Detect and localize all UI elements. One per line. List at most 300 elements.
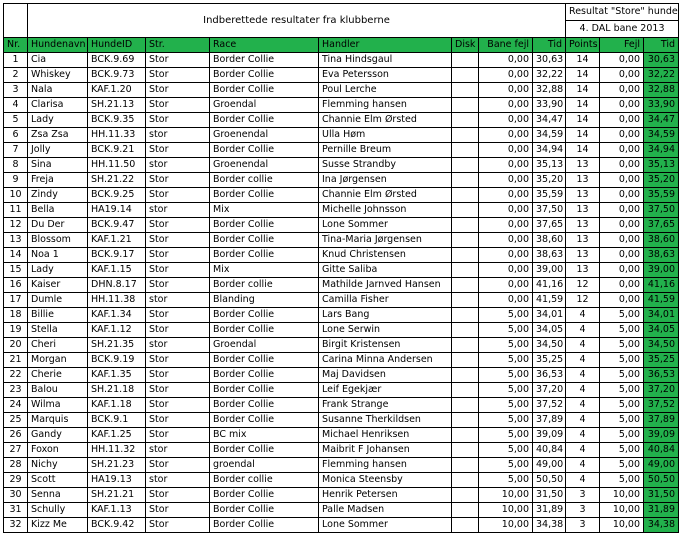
cell-nr: 26: [4, 428, 28, 443]
cell-str: Stor: [146, 323, 210, 338]
cell-str: Stor: [146, 383, 210, 398]
cell-race: Border Collie: [210, 308, 319, 323]
cell-race: Border Collie: [210, 143, 319, 158]
result-title: Resultat "Store" hunde: [566, 4, 679, 21]
table-row: [4, 308, 679, 323]
cell-str: stor: [146, 158, 210, 173]
cell-points: 4: [566, 428, 600, 443]
cell-nr: 22: [4, 368, 28, 383]
cell-nr: 3: [4, 83, 28, 98]
cell-disk: [452, 203, 479, 218]
cell-fejl: 0,00: [600, 143, 644, 158]
cell-tid-total: 31,50: [644, 488, 679, 503]
cell-tid-total: 34,05: [644, 323, 679, 338]
cell-points: 13: [566, 158, 600, 173]
cell-bane-fejl: 5,00: [479, 458, 533, 473]
cell-tid: 38,60: [533, 233, 566, 248]
cell-disk: [452, 293, 479, 308]
cell-points: 13: [566, 188, 600, 203]
cell-hundeid: KAF.1.18: [88, 398, 146, 413]
cell-str: stor: [146, 128, 210, 143]
table-row: [4, 83, 679, 98]
cell-tid: 41,16: [533, 278, 566, 293]
cell-hundenavn: Nichy: [28, 458, 88, 473]
cell-tid-total: 37,65: [644, 218, 679, 233]
table-row: [4, 113, 679, 128]
cell-tid-total: 34,38: [644, 518, 679, 533]
cell-disk: [452, 278, 479, 293]
cell-hundenavn: Sina: [28, 158, 88, 173]
cell-nr: 11: [4, 203, 28, 218]
cell-tid-total: 37,20: [644, 383, 679, 398]
cell-bane-fejl: 5,00: [479, 428, 533, 443]
cell-hundeid: KAF.1.13: [88, 503, 146, 518]
cell-points: 4: [566, 443, 600, 458]
table-row: [4, 323, 679, 338]
table-row: [4, 443, 679, 458]
table-row: [4, 413, 679, 428]
cell-str: Stor: [146, 218, 210, 233]
cell-tid-total: 34,94: [644, 143, 679, 158]
cell-str: Stor: [146, 173, 210, 188]
cell-race: Border Collie: [210, 353, 319, 368]
cell-hundenavn: Kaiser: [28, 278, 88, 293]
cell-nr: 1: [4, 53, 28, 68]
cell-bane-fejl: 10,00: [479, 503, 533, 518]
cell-disk: [452, 353, 479, 368]
cell-tid-total: 41,59: [644, 293, 679, 308]
cell-bane-fejl: 0,00: [479, 218, 533, 233]
cell-tid: 41,59: [533, 293, 566, 308]
cell-hundenavn: Morgan: [28, 353, 88, 368]
cell-hundenavn: Noa 1: [28, 248, 88, 263]
cell-hundenavn: Clarisa: [28, 98, 88, 113]
cell-hundeid: KAF.1.15: [88, 263, 146, 278]
col-header-str: Str.: [146, 38, 210, 53]
table-row: [4, 353, 679, 368]
cell-handler: Susse Strandby: [319, 158, 452, 173]
cell-tid-total: 41,16: [644, 278, 679, 293]
cell-points: 13: [566, 173, 600, 188]
cell-hundenavn: Lady: [28, 263, 88, 278]
cell-fejl: 5,00: [600, 473, 644, 488]
cell-fejl: 5,00: [600, 428, 644, 443]
cell-tid-total: 35,59: [644, 188, 679, 203]
col-header-tid: Tid: [533, 38, 566, 53]
cell-tid-total: 34,50: [644, 338, 679, 353]
cell-points: 3: [566, 488, 600, 503]
cell-points: 13: [566, 233, 600, 248]
cell-fejl: 10,00: [600, 488, 644, 503]
cell-tid: 34,59: [533, 128, 566, 143]
table-row: [4, 263, 679, 278]
cell-hundenavn: Foxon: [28, 443, 88, 458]
cell-race: Border Collie: [210, 248, 319, 263]
table-row: [4, 188, 679, 203]
cell-tid-total: 31,89: [644, 503, 679, 518]
cell-hundeid: BCK.9.73: [88, 68, 146, 83]
cell-points: 13: [566, 248, 600, 263]
sheet-title: Indberettede resultater fra klubberne: [28, 4, 566, 38]
table-row: [4, 128, 679, 143]
cell-race: Border collie: [210, 278, 319, 293]
cell-points: 4: [566, 458, 600, 473]
cell-race: Border Collie: [210, 188, 319, 203]
cell-tid: 34,47: [533, 113, 566, 128]
cell-tid: 34,94: [533, 143, 566, 158]
cell-fejl: 5,00: [600, 353, 644, 368]
cell-hundenavn: Blossom: [28, 233, 88, 248]
table-row: [4, 248, 679, 263]
cell-nr: 24: [4, 398, 28, 413]
cell-points: 4: [566, 338, 600, 353]
cell-points: 14: [566, 128, 600, 143]
cell-race: Border Collie: [210, 398, 319, 413]
cell-bane-fejl: 0,00: [479, 188, 533, 203]
cell-nr: 6: [4, 128, 28, 143]
cell-str: Stor: [146, 248, 210, 263]
cell-bane-fejl: 0,00: [479, 68, 533, 83]
cell-nr: 19: [4, 323, 28, 338]
cell-nr: 16: [4, 278, 28, 293]
cell-race: Border Collie: [210, 488, 319, 503]
cell-points: 14: [566, 98, 600, 113]
cell-handler: Channie Elm Ørsted: [319, 113, 452, 128]
cell-disk: [452, 398, 479, 413]
cell-handler: Tina-Maria Jørgensen: [319, 233, 452, 248]
cell-nr: 9: [4, 173, 28, 188]
cell-hundeid: HH.11.50: [88, 158, 146, 173]
cell-tid: 37,20: [533, 383, 566, 398]
cell-handler: Lone Serwin: [319, 323, 452, 338]
cell-tid: 34,38: [533, 518, 566, 533]
cell-tid-total: 37,50: [644, 203, 679, 218]
cell-tid: 34,01: [533, 308, 566, 323]
cell-tid: 49,00: [533, 458, 566, 473]
cell-points: 4: [566, 308, 600, 323]
cell-nr: 4: [4, 98, 28, 113]
cell-tid-total: 35,25: [644, 353, 679, 368]
cell-bane-fejl: 0,00: [479, 278, 533, 293]
table-row: [4, 158, 679, 173]
cell-hundeid: HH.11.33: [88, 128, 146, 143]
cell-tid: 50,50: [533, 473, 566, 488]
cell-race: Blanding: [210, 293, 319, 308]
cell-hundeid: KAF.1.35: [88, 368, 146, 383]
cell-tid: 35,20: [533, 173, 566, 188]
cell-disk: [452, 233, 479, 248]
cell-hundenavn: Cia: [28, 53, 88, 68]
cell-tid: 35,59: [533, 188, 566, 203]
cell-tid: 38,63: [533, 248, 566, 263]
cell-points: 14: [566, 53, 600, 68]
cell-hundenavn: Wilma: [28, 398, 88, 413]
cell-fejl: 5,00: [600, 308, 644, 323]
cell-hundeid: BCK.9.35: [88, 113, 146, 128]
cell-hundeid: KAF.1.12: [88, 323, 146, 338]
cell-race: Border Collie: [210, 383, 319, 398]
cell-race: Border Collie: [210, 68, 319, 83]
cell-handler: Carina Minna Andersen: [319, 353, 452, 368]
table-row: [4, 278, 679, 293]
cell-disk: [452, 428, 479, 443]
col-header-disk: Disk: [452, 38, 479, 53]
cell-disk: [452, 128, 479, 143]
cell-hundenavn: Cherie: [28, 368, 88, 383]
cell-disk: [452, 488, 479, 503]
cell-hundeid: BCK.9.42: [88, 518, 146, 533]
cell-handler: Maibrit F Johansen: [319, 443, 452, 458]
cell-str: Stor: [146, 233, 210, 248]
table-row: [4, 383, 679, 398]
cell-fejl: 5,00: [600, 323, 644, 338]
cell-race: Border Collie: [210, 233, 319, 248]
cell-points: 4: [566, 353, 600, 368]
cell-hundeid: BCK.9.1: [88, 413, 146, 428]
cell-points: 14: [566, 113, 600, 128]
cell-race: Border Collie: [210, 323, 319, 338]
col-header-hundenavn: Hundenavn: [28, 38, 88, 53]
cell-handler: Mathilde Jarnved Hansen: [319, 278, 452, 293]
cell-bane-fejl: 0,00: [479, 248, 533, 263]
cell-str: Stor: [146, 83, 210, 98]
table-row: [4, 428, 679, 443]
cell-fejl: 0,00: [600, 188, 644, 203]
cell-nr: 18: [4, 308, 28, 323]
cell-hundeid: HH.11.38: [88, 293, 146, 308]
cell-tid: 35,25: [533, 353, 566, 368]
cell-str: stor: [146, 473, 210, 488]
cell-str: Stor: [146, 413, 210, 428]
cell-bane-fejl: 5,00: [479, 383, 533, 398]
cell-tid: 39,00: [533, 263, 566, 278]
cell-race: Border Collie: [210, 518, 319, 533]
cell-tid: 32,22: [533, 68, 566, 83]
cell-fejl: 5,00: [600, 443, 644, 458]
cell-disk: [452, 188, 479, 203]
cell-tid-total: 36,53: [644, 368, 679, 383]
cell-nr: 14: [4, 248, 28, 263]
table-row: [4, 368, 679, 383]
cell-fejl: 10,00: [600, 503, 644, 518]
cell-bane-fejl: 5,00: [479, 353, 533, 368]
result-subtitle: 4. DAL bane 2013: [566, 21, 679, 38]
cell-bane-fejl: 0,00: [479, 203, 533, 218]
cell-fejl: 5,00: [600, 383, 644, 398]
cell-str: Stor: [146, 503, 210, 518]
cell-bane-fejl: 0,00: [479, 143, 533, 158]
cell-str: Stor: [146, 368, 210, 383]
cell-nr: 2: [4, 68, 28, 83]
cell-disk: [452, 308, 479, 323]
cell-tid-total: 35,20: [644, 173, 679, 188]
cell-hundeid: BCK.9.19: [88, 353, 146, 368]
col-header-fejl: Fejl: [600, 38, 644, 53]
table-row: [4, 68, 679, 83]
results-table: [3, 3, 679, 533]
cell-points: 4: [566, 398, 600, 413]
cell-fejl: 5,00: [600, 368, 644, 383]
col-header-hundeid: HundeID: [88, 38, 146, 53]
cell-hundeid: KAF.1.34: [88, 308, 146, 323]
cell-points: 4: [566, 323, 600, 338]
cell-hundenavn: Billie: [28, 308, 88, 323]
cell-race: Border Collie: [210, 443, 319, 458]
cell-handler: Flemming hansen: [319, 458, 452, 473]
cell-bane-fejl: 0,00: [479, 263, 533, 278]
cell-str: stor: [146, 443, 210, 458]
cell-tid: 37,89: [533, 413, 566, 428]
cell-hundenavn: Gandy: [28, 428, 88, 443]
cell-str: Stor: [146, 488, 210, 503]
cell-str: Stor: [146, 458, 210, 473]
cell-hundenavn: Stella: [28, 323, 88, 338]
cell-nr: 21: [4, 353, 28, 368]
cell-fejl: 0,00: [600, 83, 644, 98]
cell-handler: Leif Egekjær: [319, 383, 452, 398]
cell-hundenavn: Freja: [28, 173, 88, 188]
col-header-nr: Nr.: [4, 38, 28, 53]
cell-points: 14: [566, 83, 600, 98]
cell-tid: 32,88: [533, 83, 566, 98]
cell-points: 4: [566, 473, 600, 488]
cell-bane-fejl: 5,00: [479, 308, 533, 323]
cell-str: Stor: [146, 518, 210, 533]
cell-handler: Lars Bang: [319, 308, 452, 323]
cell-handler: Ina Jørgensen: [319, 173, 452, 188]
cell-fejl: 10,00: [600, 518, 644, 533]
cell-str: Stor: [146, 113, 210, 128]
cell-hundeid: KAF.1.25: [88, 428, 146, 443]
table-row: [4, 338, 679, 353]
cell-handler: Channie Elm Ørsted: [319, 188, 452, 203]
cell-hundenavn: Kizz Me: [28, 518, 88, 533]
cell-handler: Palle Madsen: [319, 503, 452, 518]
cell-str: Stor: [146, 428, 210, 443]
col-header-handler: Handler: [319, 38, 452, 53]
cell-tid-total: 49,00: [644, 458, 679, 473]
cell-race: Groenendal: [210, 158, 319, 173]
cell-handler: Poul Lerche: [319, 83, 452, 98]
cell-points: 3: [566, 503, 600, 518]
cell-handler: Birgit Kristensen: [319, 338, 452, 353]
cell-tid: 39,09: [533, 428, 566, 443]
cell-fejl: 0,00: [600, 98, 644, 113]
cell-race: Border Collie: [210, 218, 319, 233]
cell-disk: [452, 248, 479, 263]
cell-str: Stor: [146, 353, 210, 368]
cell-bane-fejl: 5,00: [479, 413, 533, 428]
cell-race: Groendal: [210, 338, 319, 353]
col-header-tid-total: Tid: [644, 38, 679, 53]
cell-handler: Knud Christensen: [319, 248, 452, 263]
cell-disk: [452, 173, 479, 188]
cell-tid-total: 34,47: [644, 113, 679, 128]
cell-disk: [452, 98, 479, 113]
cell-fejl: 0,00: [600, 278, 644, 293]
cell-handler: Henrik Petersen: [319, 488, 452, 503]
cell-bane-fejl: 0,00: [479, 83, 533, 98]
cell-disk: [452, 413, 479, 428]
cell-fejl: 0,00: [600, 233, 644, 248]
cell-bane-fejl: 5,00: [479, 323, 533, 338]
cell-disk: [452, 263, 479, 278]
cell-points: 14: [566, 143, 600, 158]
cell-race: Border Collie: [210, 53, 319, 68]
cell-tid-total: 37,89: [644, 413, 679, 428]
cell-nr: 28: [4, 458, 28, 473]
cell-nr: 7: [4, 143, 28, 158]
cell-hundeid: SH.21.35: [88, 338, 146, 353]
cell-nr: 15: [4, 263, 28, 278]
cell-race: Border Collie: [210, 113, 319, 128]
cell-race: Border Collie: [210, 83, 319, 98]
cell-handler: Flemming hansen: [319, 98, 452, 113]
cell-str: Stor: [146, 53, 210, 68]
cell-hundeid: KAF.1.21: [88, 233, 146, 248]
table-row: [4, 488, 679, 503]
cell-tid: 31,50: [533, 488, 566, 503]
cell-handler: Gitte Saliba: [319, 263, 452, 278]
cell-hundenavn: Schully: [28, 503, 88, 518]
cell-tid-total: 50,50: [644, 473, 679, 488]
cell-handler: Frank Strange: [319, 398, 452, 413]
cell-tid-total: 38,60: [644, 233, 679, 248]
cell-race: Groendal: [210, 98, 319, 113]
cell-hundeid: SH.21.21: [88, 488, 146, 503]
table-row: [4, 233, 679, 248]
cell-nr: 29: [4, 473, 28, 488]
cell-hundeid: BCK.9.17: [88, 248, 146, 263]
cell-bane-fejl: 10,00: [479, 518, 533, 533]
cell-tid-total: 39,09: [644, 428, 679, 443]
table-row: [4, 218, 679, 233]
cell-nr: 31: [4, 503, 28, 518]
table-row: [4, 143, 679, 158]
cell-tid: 34,50: [533, 338, 566, 353]
cell-bane-fejl: 5,00: [479, 338, 533, 353]
cell-handler: Ulla Høm: [319, 128, 452, 143]
cell-fejl: 5,00: [600, 458, 644, 473]
cell-hundenavn: Bella: [28, 203, 88, 218]
cell-bane-fejl: 5,00: [479, 398, 533, 413]
cell-fejl: 0,00: [600, 173, 644, 188]
cell-handler: Monica Steensby: [319, 473, 452, 488]
cell-disk: [452, 218, 479, 233]
cell-disk: [452, 458, 479, 473]
cell-disk: [452, 338, 479, 353]
cell-disk: [452, 158, 479, 173]
corner-cell: [4, 4, 28, 38]
cell-disk: [452, 143, 479, 158]
cell-hundeid: HA19.14: [88, 203, 146, 218]
cell-fejl: 0,00: [600, 68, 644, 83]
cell-points: 4: [566, 383, 600, 398]
cell-hundeid: SH.21.13: [88, 98, 146, 113]
table-row: [4, 98, 679, 113]
cell-nr: 13: [4, 233, 28, 248]
cell-hundeid: BCK.9.69: [88, 53, 146, 68]
cell-tid-total: 38,63: [644, 248, 679, 263]
cell-tid-total: 35,13: [644, 158, 679, 173]
cell-points: 14: [566, 68, 600, 83]
col-header-race: Race: [210, 38, 319, 53]
cell-tid-total: 37,52: [644, 398, 679, 413]
cell-bane-fejl: 5,00: [479, 443, 533, 458]
cell-points: 4: [566, 368, 600, 383]
cell-hundenavn: Whiskey: [28, 68, 88, 83]
cell-str: Stor: [146, 263, 210, 278]
